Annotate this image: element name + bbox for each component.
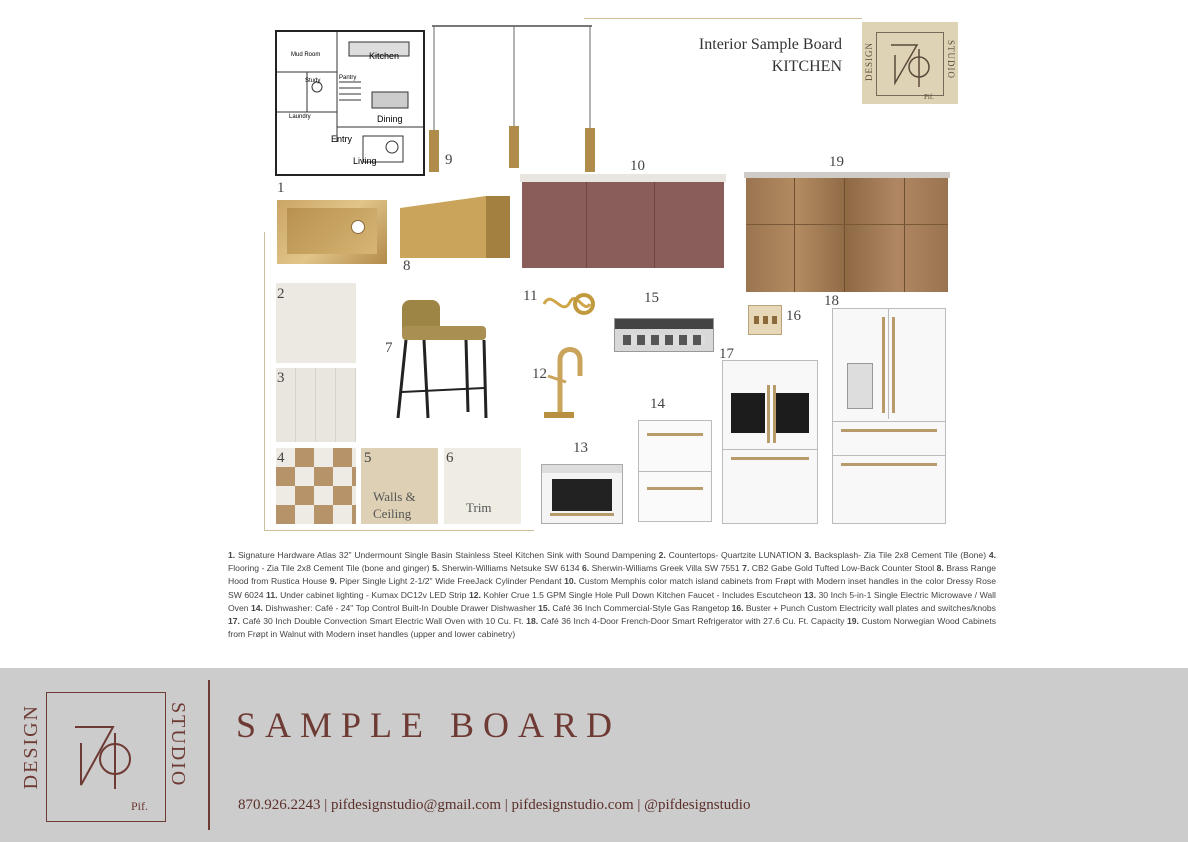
item-number: 19 xyxy=(829,154,844,170)
wall-oven-image xyxy=(722,360,818,524)
pendant-lights xyxy=(428,22,596,174)
footer-divider xyxy=(208,680,210,830)
frame-line-vertical xyxy=(264,232,265,530)
logo-studio-text: STUDIO xyxy=(946,40,956,79)
item-number: 15 xyxy=(644,290,659,306)
range-hood-image xyxy=(398,194,514,262)
item-description-number: 3. xyxy=(804,550,815,560)
rangetop-image xyxy=(614,318,714,352)
item-description-text: Café 36 Inch 4-Door French-Door Smart Refrigerator with 27.6 Cu. Ft. Capacity xyxy=(540,616,847,627)
footer-logo-design-text: DESIGN xyxy=(20,704,42,790)
switch-plate-image xyxy=(748,305,782,335)
item-description-text: Sherwin-Williams Netsuke SW 6134 xyxy=(441,563,582,574)
item-description-text: Flooring - Zia Tile 2x8 Cement Tile (bone and ginger) xyxy=(228,563,433,574)
item-number: 12 xyxy=(532,366,547,382)
item-number: 14 xyxy=(650,396,665,412)
board-title-line1: Interior Sample Board xyxy=(698,36,842,53)
trim-swatch xyxy=(444,448,521,524)
island-cabinets xyxy=(520,174,726,272)
item-number: 11 xyxy=(523,288,538,304)
item-description-number: 15. xyxy=(538,602,553,613)
item-description-text: Brass Range Hood from Rustica House xyxy=(228,563,997,587)
sink-image xyxy=(277,200,387,264)
item-number: 5 xyxy=(364,450,372,466)
item-description-text: 30 Inch 5-in-1 Single Electric Microwave / Wall Oven xyxy=(228,589,996,613)
item-description-text: Sherwin-Williams Greek Villa SW 7551 xyxy=(591,563,743,574)
footer-logo-studio-text: STUDIO xyxy=(167,702,189,788)
item-number: 9 xyxy=(445,152,453,168)
top-divider xyxy=(584,18,862,19)
item-number: 1 xyxy=(277,180,285,196)
room-label: Laundry xyxy=(289,114,311,120)
item-description-text: Café 36 Inch Commercial-Style Gas Rangetop xyxy=(552,602,732,613)
walls-ceiling-label: Walls & Ceiling xyxy=(373,489,416,521)
room-label: Dining xyxy=(377,114,403,124)
room-label: Kitchen xyxy=(369,51,400,61)
item-description-number: 17. xyxy=(228,616,243,627)
footer-logo-pif-text: Pif. xyxy=(131,799,149,813)
header-logo xyxy=(862,22,958,104)
item-description-text: Under cabinet lighting - Kumax DC12v LED Strip xyxy=(280,589,469,600)
room-label: Mud Room xyxy=(291,52,321,58)
item-description-number: 9. xyxy=(329,576,340,587)
item-description-number: 6. xyxy=(581,563,592,574)
item-description-text: Countertops- Quartzite LUNATION xyxy=(668,550,805,560)
footer-bar xyxy=(0,668,1188,842)
item-description-number: 16. xyxy=(731,602,746,613)
floor-plan xyxy=(275,30,425,176)
led-strip-image xyxy=(540,284,604,322)
backsplash-swatch xyxy=(276,368,356,442)
item-number: 2 xyxy=(277,286,285,302)
item-number: 6 xyxy=(446,450,454,466)
board-title xyxy=(699,34,842,78)
item-description-text: Backsplash- Zia Tile 2x8 Cement Tile (Bone) xyxy=(814,550,989,560)
item-number: 10 xyxy=(630,158,645,174)
item-number: 8 xyxy=(403,258,411,274)
footer-logo-frame xyxy=(46,692,166,822)
item-description-number: 13. xyxy=(804,589,819,600)
faucet-image xyxy=(540,342,590,422)
item-description-text: Kohler Crue 1.5 GPM Single Hole Pull Down Kitchen Faucet - Includes Escutcheon xyxy=(483,589,805,600)
item-description-number: 12. xyxy=(468,589,484,600)
item-description-number: 4. xyxy=(988,550,997,560)
item-description-text: Café 30 Inch Double Convection Smart Electric Wall Oven with 10 Cu. Ft. xyxy=(242,616,527,627)
item-description-text: Custom Memphis color match island cabinets from Frøpt with Modern inset handles in the color Dressy Rose SW 6024 xyxy=(228,576,996,600)
frame-line-horizontal xyxy=(264,530,534,531)
room-label: Entry xyxy=(331,134,353,144)
logo-design-text: DESIGN xyxy=(864,42,874,81)
room-label: Pantry xyxy=(339,75,357,81)
item-description-number: 11. xyxy=(266,589,281,600)
item-number: 18 xyxy=(824,293,839,309)
item-descriptions xyxy=(228,549,996,641)
room-label: Study xyxy=(305,78,321,84)
item-description-text: Signature Hardware Atlas 32" Undermount Single Basin Stainless Steel Kitchen Sink with Sound Dampening xyxy=(237,550,659,560)
footer-contact: 870.926.2243 | pifdesignstudio@gmail.com | pifdesignstudio.com | @pifdesignstudio xyxy=(238,797,751,813)
walls-ceiling-swatch xyxy=(361,448,438,524)
item-description-number: 10. xyxy=(564,576,579,587)
room-label: Living xyxy=(353,156,377,166)
item-number: 13 xyxy=(573,440,588,456)
counter-stool-image xyxy=(394,296,490,422)
item-description-number: 18. xyxy=(526,616,541,627)
item-description-text: CB2 Gabe Gold Tufted Low-Back Counter Stool xyxy=(751,563,937,574)
dishwasher-image xyxy=(638,420,712,522)
item-description-number: 14. xyxy=(250,602,266,613)
item-description-number: 7. xyxy=(742,563,752,574)
refrigerator-image xyxy=(832,308,946,524)
item-number: 7 xyxy=(385,340,393,356)
walnut-cabinets xyxy=(744,172,950,296)
item-description-number: 5. xyxy=(432,563,442,574)
countertop-swatch xyxy=(276,283,356,363)
item-description-text: Piper Single Light 2-1/2" Wide FreeJack Cylinder Pendant xyxy=(339,576,565,587)
item-description-number: 19. xyxy=(846,616,862,627)
item-description-number: 8. xyxy=(936,563,947,574)
footer-title: SAMPLE BOARD xyxy=(236,705,622,745)
item-description-text: Buster + Punch Custom Electricity wall plates and switches/knobs xyxy=(745,602,996,613)
logo-pif-text: Pif. xyxy=(924,93,934,101)
floor-plan-drawing xyxy=(277,32,423,174)
flooring-swatch xyxy=(276,448,356,524)
item-number: 17 xyxy=(719,346,734,362)
logo-mark-icon xyxy=(877,33,943,95)
item-number: 4 xyxy=(277,450,285,466)
item-description-number: 2. xyxy=(658,550,669,560)
logo-frame xyxy=(876,32,944,96)
board-title-line2: KITCHEN xyxy=(771,58,842,75)
item-description-text: Custom Norwegian Wood Cabinets from Frøpt in Walnut with Modern inset handles (upper and lower cabinetry) xyxy=(228,616,997,640)
item-number: 16 xyxy=(786,308,801,324)
trim-label: Trim xyxy=(466,500,492,515)
item-number: 3 xyxy=(277,370,285,386)
item-description-text: Dishwasher: Café - 24" Top Control Built-In Double Drawer Dishwasher xyxy=(265,602,539,613)
item-description-number: 1. xyxy=(228,550,238,560)
microwave-oven-image xyxy=(541,464,623,524)
